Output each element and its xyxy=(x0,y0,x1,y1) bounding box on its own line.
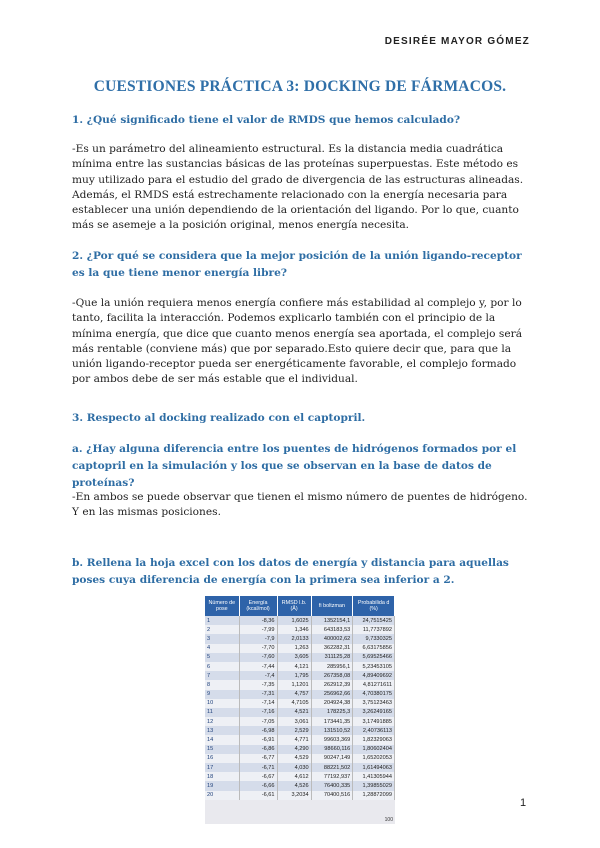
cell-boltzman: 98660,116 xyxy=(311,745,353,754)
cell-pose: 17 xyxy=(205,763,239,772)
table-row xyxy=(205,699,395,708)
answer-3a: -En ambos se puede observar que tienen el mismo número de puentes de hidrógeno. Y en las mismas posiciones. xyxy=(72,491,528,519)
cell-probability: 1,39855029 xyxy=(353,781,395,790)
header-rmsd: RMSD l.b. (Å) xyxy=(277,596,311,616)
cell-energy: -7,05 xyxy=(239,717,277,726)
answer-1: -Es un parámetro del alineamiento estructural. Es la distancia media cuadrática mínima entre las sustancias básicas de las proteínas superpuestas. Este método es muy utilizado para el estudio del grado de divergencia de las estructuras alineadas. Además, el RMDS está estrechamente relacionado con la energía necesaria para establecer una unión dependiendo de la orientación del ligando. Por lo que, cuanto más se asemeje a la posición original, menos energía necesita. xyxy=(72,143,524,232)
header-energy: Energía (kcal/mol) xyxy=(239,596,277,616)
cell-energy: -7,4 xyxy=(239,671,277,680)
question-3a: a. ¿Hay alguna diferencia entre los puentes de hidrógenos formados por el captopril en la simulación y los que se observan en la base de datos de proteínas? xyxy=(72,443,517,489)
table-row xyxy=(205,726,395,735)
cell-boltzman: 256962,66 xyxy=(311,690,353,699)
table-row xyxy=(205,735,395,744)
cell-rmsd: 3,061 xyxy=(277,717,311,726)
cell-probability: 1,28872099 xyxy=(353,791,395,800)
table-row xyxy=(205,616,395,625)
cell-pose: 3 xyxy=(205,634,239,643)
cell-energy: -7,9 xyxy=(239,634,277,643)
cell-boltzman: 173441,35 xyxy=(311,717,353,726)
table-row xyxy=(205,634,395,643)
cell-rmsd: 1,263 xyxy=(277,644,311,653)
energy-table xyxy=(205,596,395,824)
cell-boltzman: 88221,502 xyxy=(311,763,353,772)
cell-boltzman: 262912,39 xyxy=(311,680,353,689)
cell-pose: 19 xyxy=(205,781,239,790)
cell-energy: -6,61 xyxy=(239,791,277,800)
table-header-row xyxy=(205,596,395,616)
cell-probability: 3,17491885 xyxy=(353,717,395,726)
cell-energy: -6,67 xyxy=(239,772,277,781)
cell-pose: 5 xyxy=(205,653,239,662)
cell-energy: -7,70 xyxy=(239,644,277,653)
cell-pose: 7 xyxy=(205,671,239,680)
cell-probability: 9,7330325 xyxy=(353,634,395,643)
cell-probability: 1,41305944 xyxy=(353,772,395,781)
cell-pose: 18 xyxy=(205,772,239,781)
cell-energy: -7,16 xyxy=(239,708,277,717)
cell-rmsd: 1,795 xyxy=(277,671,311,680)
cell-rmsd: 1,6025 xyxy=(277,616,311,625)
author-name: DESIRÉE MAYOR GÓMEZ xyxy=(384,36,530,47)
cell-probability: 1,61494063 xyxy=(353,763,395,772)
cell-energy: -6,91 xyxy=(239,735,277,744)
cell-pose: 2 xyxy=(205,625,239,634)
cell-boltzman: 1352154,1 xyxy=(311,616,353,625)
cell-rmsd: 3,605 xyxy=(277,653,311,662)
cell-pose: 20 xyxy=(205,791,239,800)
table-row xyxy=(205,708,395,717)
cell-pose: 12 xyxy=(205,717,239,726)
cell-probability: 1,80602404 xyxy=(353,745,395,754)
table-row xyxy=(205,781,395,790)
cell-boltzman: 362282,31 xyxy=(311,644,353,653)
cell-pose: 10 xyxy=(205,699,239,708)
cell-probability: 11,7737892 xyxy=(353,625,395,634)
table-row xyxy=(205,763,395,772)
header-boltzman: fi boltzman xyxy=(311,596,353,616)
cell-energy: -6,71 xyxy=(239,763,277,772)
cell-rmsd: 4,290 xyxy=(277,745,311,754)
cell-rmsd: 4,757 xyxy=(277,690,311,699)
cell-rmsd: 2,529 xyxy=(277,726,311,735)
cell-rmsd: 4,030 xyxy=(277,763,311,772)
cell-pose: 8 xyxy=(205,680,239,689)
cell-boltzman: 131510,52 xyxy=(311,726,353,735)
cell-rmsd: 4,7105 xyxy=(277,699,311,708)
cell-probability: 4,81271611 xyxy=(353,680,395,689)
cell-probability: 6,63175856 xyxy=(353,644,395,653)
table-row xyxy=(205,625,395,634)
cell-boltzman: 204924,38 xyxy=(311,699,353,708)
cell-boltzman: 76400,335 xyxy=(311,781,353,790)
cell-energy: -7,31 xyxy=(239,690,277,699)
cell-energy: -6,77 xyxy=(239,754,277,763)
cell-pose: 9 xyxy=(205,690,239,699)
cell-pose: 15 xyxy=(205,745,239,754)
cell-pose: 4 xyxy=(205,644,239,653)
cell-rmsd: 3,2034 xyxy=(277,791,311,800)
table-row xyxy=(205,644,395,653)
cell-rmsd: 4,521 xyxy=(277,708,311,717)
cell-pose: 6 xyxy=(205,662,239,671)
cell-rmsd: 4,771 xyxy=(277,735,311,744)
cell-probability: 5,69525466 xyxy=(353,653,395,662)
table-row xyxy=(205,662,395,671)
cell-probability: 24,7515425 xyxy=(353,616,395,625)
cell-boltzman: 311125,28 xyxy=(311,653,353,662)
cell-boltzman: 77192,937 xyxy=(311,772,353,781)
question-1: 1. ¿Qué significado tiene el valor de RMDS que hemos calculado? xyxy=(72,114,461,126)
table-row xyxy=(205,772,395,781)
cell-energy: -7,14 xyxy=(239,699,277,708)
table-row xyxy=(205,717,395,726)
table-row xyxy=(205,680,395,689)
table-row xyxy=(205,791,395,800)
cell-boltzman: 70400,516 xyxy=(311,791,353,800)
cell-rmsd: 2,0133 xyxy=(277,634,311,643)
cell-rmsd: 1,346 xyxy=(277,625,311,634)
cell-energy: -6,86 xyxy=(239,745,277,754)
question-3: 3. Respecto al docking realizado con el captopril. xyxy=(72,412,366,424)
cell-energy: -7,35 xyxy=(239,680,277,689)
cell-probability: 3,26249165 xyxy=(353,708,395,717)
cell-probability: 4,70380175 xyxy=(353,690,395,699)
cell-pose: 14 xyxy=(205,735,239,744)
table-row xyxy=(205,671,395,680)
cell-probability: 5,23453105 xyxy=(353,662,395,671)
cell-probability: 1,82329063 xyxy=(353,735,395,744)
question-2: 2. ¿Por qué se considera que la mejor posición de la unión ligando-receptor es la que tiene menor energía libre? xyxy=(72,250,522,279)
cell-energy: -6,98 xyxy=(239,726,277,735)
cell-energy: -7,44 xyxy=(239,662,277,671)
cell-probability: 1,65202053 xyxy=(353,754,395,763)
cell-probability: 3,75123463 xyxy=(353,699,395,708)
cell-boltzman: 178225,3 xyxy=(311,708,353,717)
cell-rmsd: 4,121 xyxy=(277,662,311,671)
cell-boltzman: 90247,149 xyxy=(311,754,353,763)
cell-probability: 4,89409692 xyxy=(353,671,395,680)
cell-rmsd: 4,529 xyxy=(277,754,311,763)
cell-boltzman: 267358,08 xyxy=(311,671,353,680)
cell-pose: 16 xyxy=(205,754,239,763)
cell-pose: 13 xyxy=(205,726,239,735)
cell-energy: -7,99 xyxy=(239,625,277,634)
answer-2: -Que la unión requiera menos energía confiere más estabilidad al complejo y, por lo tanto, facilita la interacción. Podemos explicarlo también con el principio de la mínima energía, que dice que cuanto menos energía sea aportada, el complejo será más rentable (conviene más) que por separado.Esto quiere decir que, para que la unión ligando-receptor pueda ser energéticamente favorable, el complejo formado por ambos debe de ser más estable que el individual. xyxy=(72,297,523,386)
cell-boltzman: 99603,369 xyxy=(311,735,353,744)
question-3b: b. Rellena la hoja excel con los datos de energía y distancia para aquellas poses cuya diferencia de energía con la primera sea inferior a 2. xyxy=(72,557,509,586)
cell-rmsd: 4,526 xyxy=(277,781,311,790)
table-footer: 100 xyxy=(384,817,393,823)
header-pose: Número de pose xyxy=(205,596,239,616)
table-row xyxy=(205,690,395,699)
cell-boltzman: 400002,62 xyxy=(311,634,353,643)
cell-energy: -6,66 xyxy=(239,781,277,790)
document-title: CUESTIONES PRÁCTICA 3: DOCKING DE FÁRMACOS. xyxy=(93,78,507,95)
cell-energy: -7,60 xyxy=(239,653,277,662)
table-row xyxy=(205,745,395,754)
cell-boltzman: 285956,1 xyxy=(311,662,353,671)
cell-rmsd: 1,1201 xyxy=(277,680,311,689)
header-probability: Probabilida d (%) xyxy=(353,596,395,616)
cell-boltzman: 643183,53 xyxy=(311,625,353,634)
cell-energy: -8,36 xyxy=(239,616,277,625)
cell-pose: 11 xyxy=(205,708,239,717)
page-number: 1 xyxy=(520,797,527,809)
cell-pose: 1 xyxy=(205,616,239,625)
table-row xyxy=(205,754,395,763)
cell-rmsd: 4,612 xyxy=(277,772,311,781)
cell-probability: 2,40736113 xyxy=(353,726,395,735)
table-row xyxy=(205,653,395,662)
